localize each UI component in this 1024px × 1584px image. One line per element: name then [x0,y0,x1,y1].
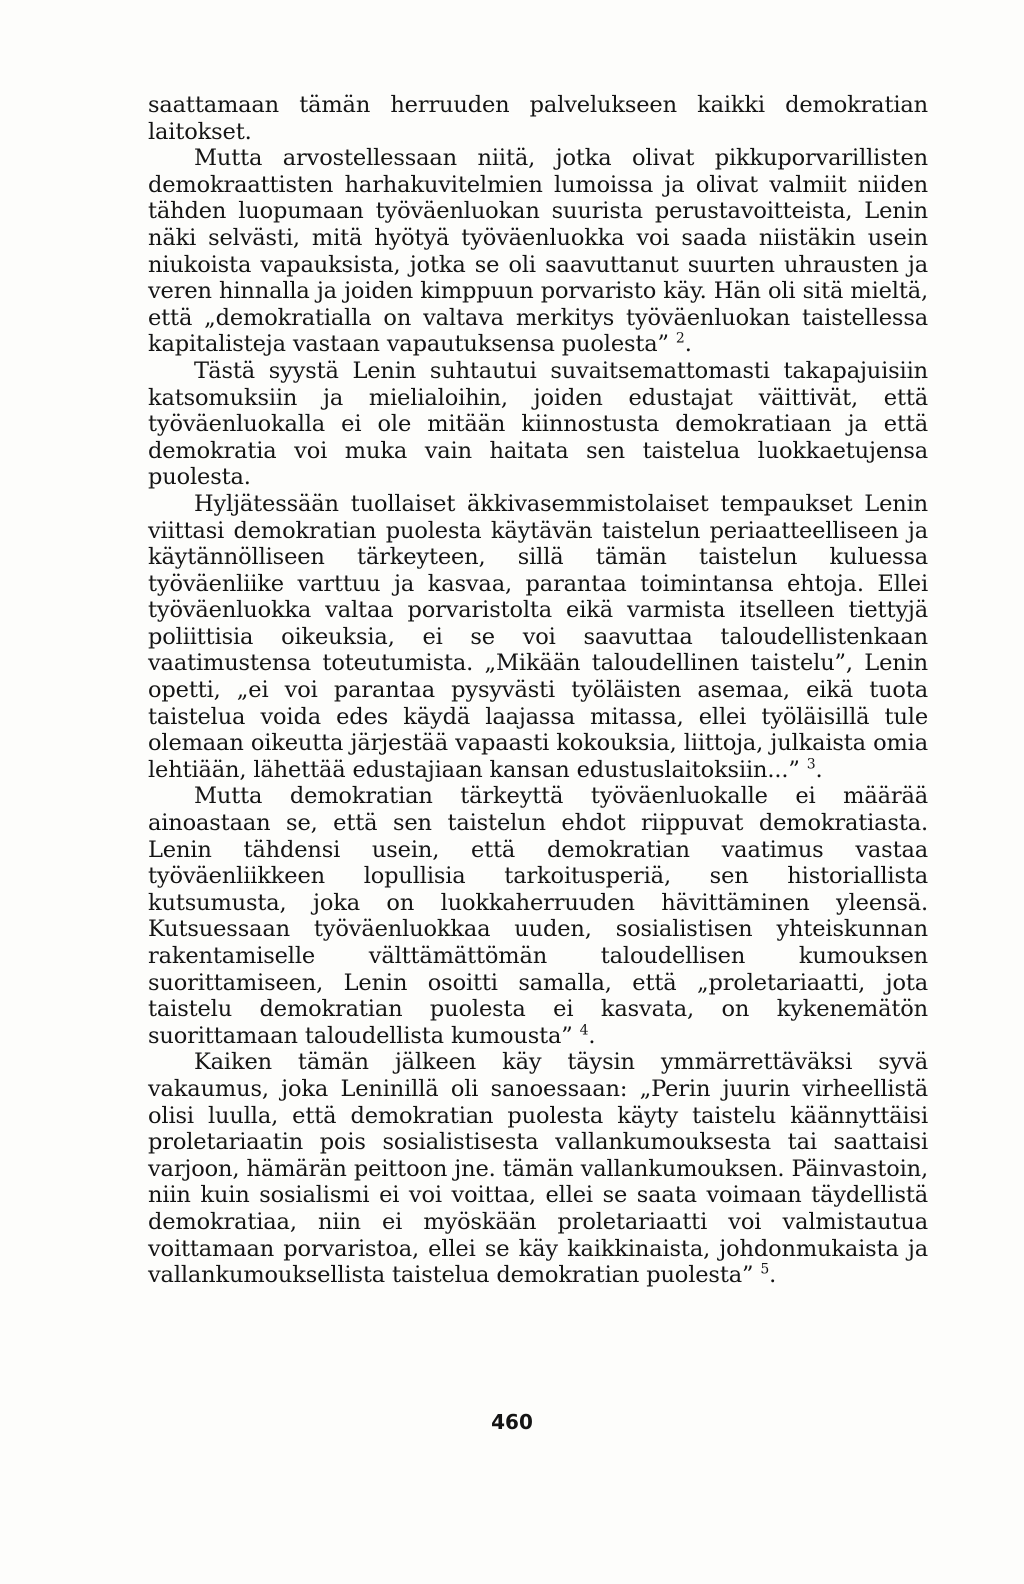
paragraph-1-text: saattamaan tämän herruuden palvelukseen kaikki demokratian laitokset. [148,92,928,145]
paragraph-3 [148,358,928,491]
paragraph-6: Kaiken tämän jälkeen käy täysin ymmärrettäväksi syvä vakaumus, joka Leninillä oli sanoessaan: „Perin juurin virheellistä olisi luulla, että demokratian puolesta käyty taistelu käännyttäisi proletariaatin pois sosialistisesta vallankumouksesta tai saattaisi varjoon, hämärän peittoon jne. tämän vallankumouksen. Päinvastoin, niin kuin sosialismi ei voi voittaa, ellei se saata voimaan täydellistä demokratiaa, niin ei myöskään proletariaatti voi valmistautua voittamaan porvaristoa, ellei se käy kaikkinaista, johdonmukaista ja vallankumouksellista taistelua demokratian puolesta” $^5$. [148,1049,928,1289]
footnote-marker-2: 2 [675,330,685,347]
paragraph-4: Hyljätessään tuollaiset äkkivasemmistolaiset tempaukset Lenin viittasi demokratian puolesta käytävän taistelun periaatteelliseen ja käytännölliseen tärkeyteen, sillä tämän taistelun kuluessa työväenliike varttuu ja kasvaa, parantaa toimintansa ehtoja. Ellei työväenluokka valtaa porvaristolta eikä varmista itselleen tiettyjä poliittisia oikeuksia, ei se voi saavuttaa taloudellistenkaan vaatimustensa toteutumista. „Mikään taloudellinen taistelu”, Lenin opetti, „ei voi parantaa pysyvästi työläisten asemaa, eikä tuota taistelua voida edes käydä laajassa mitassa, ellei työläisillä tule olemaan oikeutta järjestää vapaasti kokouksia, liittoja, julkaista omia lehtiään, lähettää edustajiaan kansan edustuslaitoksiin...” $^3$. [148,490,928,783]
paragraph-4-text: Hyljätessään tuollaiset äkkivasemmistolaiset tempaukset Lenin viittasi demokratian puolesta käytävän taistelun periaatteelliseen ja käytännölliseen tärkeyteen, sillä tämän taistelun kuluessa työväenliike varttuu ja kasvaa, parantaa toimintansa ehtoja. Ellei työväenluokka valtaa porvaristolta eikä varmista itselleen tiettyjä poliittisia oikeuksia, ei se voi saavuttaa taloudellistenkaan vaatimustensa toteutumista. „Mikään taloudellinen taistelu”, Lenin opetti, „ei voi parantaa pysyvästi työläisten asemaa, eikä tuota taistelua voida edes käydä laajassa mitassa, ellei työläisillä tule olemaan oikeutta järjestää vapaasti kokouksia, liittoja, julkaista omia lehtiään, lähettää edustajiaan kansan edustuslaitoksiin...” [148,490,928,783]
paragraph-6-text: Kaiken tämän jälkeen käy täysin ymmärrettäväksi syvä vakaumus, joka Leninillä oli sanoessaan: „Perin juurin virheellistä olisi luulla, että demokratian puolesta käyty taistelu käännyttäisi proletariaatin pois sosialistisesta vallankumouksesta tai saattaisi varjoon, hämärän peittoon jne. tämän vallankumouksen. Päinvastoin, niin kuin sosialismi ei voi voittaa, ellei se saata voimaan täydellistä demokratiaa, niin ei myöskään proletariaatti voi valmistautua voittamaan porvaristoa, ellei se käy kaikkinaista, johdonmukaista ja vallankumouksellista taistelua demokratian puolesta” [148,1049,928,1289]
footnote-marker-4: 4 [579,1022,589,1039]
paragraph-1 [148,92,928,145]
body-text [148,92,928,1289]
paragraph-5: Mutta demokratian tärkeyttä työväenluokalle ei määrää ainoastaan se, että sen taistelun ehdot riippuvat demokratiasta. Lenin tähdensi usein, että demokratian vaatimus vastaa työväenliikkeen lopullisia tarkoitusperiä, sen historiallista kutsumusta, joka on luokkaherruuden hävittäminen yleensä. Kutsuessaan työväenluokkaa uuden, sosialistisen yhteiskunnan rakentamiselle välttämättömän taloudellisen kumouksen suorittamiseen, Lenin osoitti samalla, että „proletariaatti, jota taistelu demokratian puolesta ei kasvata, on kykenemätön suorittamaan taloudellista kumousta” $^4$. [148,783,928,1049]
footnote-marker-3: 3 [806,756,816,773]
paragraph-2: Mutta arvostellessaan niitä, jotka olivat pikkuporvarillisten demokraattisten harhakuvitelmien lumoissa ja olivat valmiit niiden tähden luopumaan työväenluokan suurista perustavoitteista, Lenin näki selvästi, mitä hyötyä työväenluokka voi saada niistäkin usein niukoista vapauksista, jotka se oli saavuttanut suurten uhrausten ja veren hinnalla ja joiden kimppuun porvaristo käy. Hän oli sitä mieltä, että „demokratialla on valtava merkitys työväenluokan taistellessa kapitalisteja vastaan vapautuksensa puolesta” $^2$. [148,145,928,358]
paragraph-3-text: Tästä syystä Lenin suhtautui suvaitsemattomasti takapajuisiin katsomuksiin ja mielialoihin, joiden edustajat väittivät, että työväenluokalla ei ole mitään kiinnostusta demokratiaan ja että demokratia voi muka vain haitata sen taistelua luokkaetujensa puolesta. [148,357,928,491]
paragraph-2-text: Mutta arvostellessaan niitä, jotka olivat pikkuporvarillisten demokraattisten harhakuvitelmien lumoissa ja olivat valmiit niiden tähden luopumaan työväenluokan suurista perustavoitteista, Lenin näki selvästi, mitä hyötyä työväenluokka voi saada niistäkin usein niukoista vapauksista, jotka se oli saavuttanut suurten uhrausten ja veren hinnalla ja joiden kimppuun porvaristo käy. Hän oli sitä mieltä, että „demokratialla on valtava merkitys työväenluokan taistellessa kapitalisteja vastaan vapautuksensa puolesta” [148,145,928,358]
paragraph-5-text: Mutta demokratian tärkeyttä työväenluokalle ei määrää ainoastaan se, että sen taistelun ehdot riippuvat demokratiasta. Lenin tähdensi usein, että demokratian vaatimus vastaa työväenliikkeen lopullisia tarkoitusperiä, sen historiallista kutsumusta, joka on luokkaherruuden hävittäminen yleensä. Kutsuessaan työväenluokkaa uuden, sosialistisen yhteiskunnan rakentamiselle välttämättömän taloudellisen kumouksen suorittamiseen, Lenin osoitti samalla, että „proletariaatti, jota taistelu demokratian puolesta ei kasvata, on kykenemätön suorittamaan taloudellista kumousta” [148,783,928,1049]
footnote-marker-5: 5 [760,1261,770,1278]
page-number: 460 [491,1410,533,1434]
